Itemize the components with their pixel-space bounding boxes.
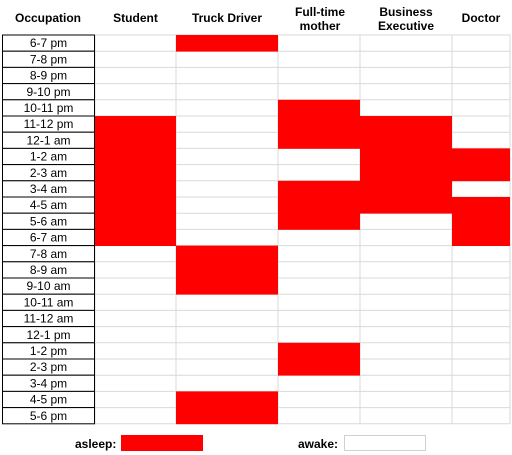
asleep-cell bbox=[360, 181, 452, 198]
asleep-cell bbox=[360, 116, 452, 133]
header-truck-driver: Truck Driver bbox=[191, 11, 263, 25]
legend-awake-label: awake: bbox=[298, 437, 339, 451]
asleep-cell bbox=[176, 408, 278, 425]
header-business-executive: Business Executive bbox=[377, 5, 435, 33]
asleep-cell bbox=[278, 132, 360, 149]
asleep-cell bbox=[452, 148, 510, 165]
header-student: Student bbox=[113, 11, 158, 25]
time-slot-label: 12-1 am bbox=[26, 133, 71, 148]
asleep-cell bbox=[452, 229, 510, 246]
time-slot-label: 9-10 am bbox=[26, 279, 71, 294]
time-slot-label: 8-9 am bbox=[29, 263, 68, 277]
asleep-cell bbox=[278, 197, 360, 214]
time-slot-label: 7-8 am bbox=[29, 246, 68, 261]
asleep-cell bbox=[360, 165, 452, 182]
asleep-cell bbox=[95, 229, 176, 246]
time-slot-label: 5-6 pm bbox=[29, 408, 68, 423]
asleep-cell bbox=[176, 391, 278, 408]
time-slot-label: 5-6 am bbox=[29, 214, 68, 229]
asleep-cell bbox=[95, 197, 176, 214]
asleep-cell bbox=[95, 116, 176, 133]
header-doctor: Doctor bbox=[461, 11, 501, 25]
time-slot-label: 3-4 pm bbox=[29, 376, 68, 391]
asleep-cell bbox=[95, 132, 176, 149]
asleep-cell bbox=[176, 35, 278, 52]
asleep-cell bbox=[278, 213, 360, 230]
time-slot-label: 7-8 pm bbox=[29, 52, 68, 67]
header-occupation: Occupation bbox=[14, 11, 81, 25]
time-slot-label: 6-7 am bbox=[29, 230, 68, 245]
time-slot-label: 11-12 am bbox=[23, 311, 74, 326]
legend-awake-swatch bbox=[344, 435, 426, 451]
time-slot-label: 8-9 pm bbox=[29, 68, 68, 83]
asleep-cell bbox=[278, 116, 360, 133]
time-slot-label: 10-11 pm bbox=[23, 101, 74, 115]
asleep-cell bbox=[360, 148, 452, 165]
asleep-cell bbox=[452, 213, 510, 230]
time-slot-label: 2-3 pm bbox=[29, 360, 68, 375]
time-slot-label: 6-7 pm bbox=[29, 36, 68, 51]
time-slot-label: 4-5 pm bbox=[29, 392, 68, 407]
asleep-cell bbox=[278, 343, 360, 360]
time-slot-label: 12-1 pm bbox=[26, 327, 71, 342]
asleep-cell bbox=[95, 181, 176, 198]
time-slot-label: 1-2 pm bbox=[29, 344, 68, 358]
time-slot-label: 1-2 am bbox=[29, 149, 68, 164]
time-slot-label: 10-11 am bbox=[23, 295, 74, 310]
time-slot-labels bbox=[3, 35, 95, 424]
asleep-cell bbox=[278, 100, 360, 117]
legend-asleep-label: asleep: bbox=[75, 437, 117, 451]
asleep-cell bbox=[360, 132, 452, 149]
time-slot-label: 3-4 am bbox=[29, 182, 68, 196]
asleep-cell bbox=[95, 148, 176, 165]
asleep-cell bbox=[176, 246, 278, 263]
time-slot-label: 9-10 pm bbox=[26, 84, 71, 99]
time-slot-label: 4-5 am bbox=[29, 198, 68, 213]
header-full-time-mother: Full-time mother bbox=[295, 5, 345, 33]
asleep-cell bbox=[278, 181, 360, 198]
asleep-cell bbox=[176, 278, 278, 295]
asleep-cell bbox=[452, 197, 510, 214]
legend-asleep-swatch bbox=[121, 435, 203, 451]
asleep-cell bbox=[452, 165, 510, 182]
time-slot-label: 2-3 am bbox=[29, 165, 68, 180]
asleep-cell bbox=[278, 359, 360, 376]
asleep-cell bbox=[176, 262, 278, 279]
asleep-cell bbox=[95, 213, 176, 230]
asleep-cell bbox=[95, 165, 176, 182]
asleep-cell bbox=[360, 197, 452, 214]
time-slot-label: 11-12 pm bbox=[23, 117, 74, 132]
